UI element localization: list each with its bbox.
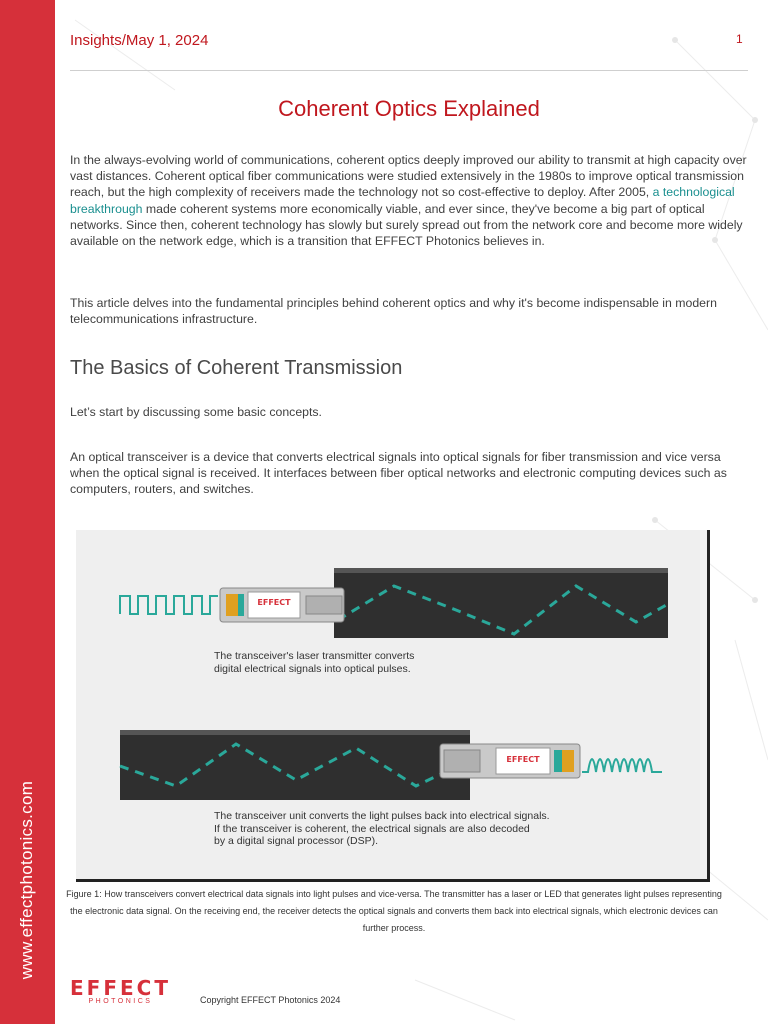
- fiber-cable-bottom: [120, 730, 470, 800]
- analog-signal-wave: [582, 759, 662, 772]
- technological-breakthrough-link[interactable]: a technological breakthrough: [70, 185, 735, 216]
- transmit-line-2: digital electrical signals into optical pulses.: [214, 662, 411, 675]
- intro-text-a: In the always-evolving world of communications, coherent optics deeply improved our ability to transmit at high capacity over vast distances. Coherent optical fiber communications were studied extensively in the 1980s to improve optical transmission reach, but the high complexity of receivers made the technology not so cost-effective to deploy. After 2005,: [70, 153, 747, 200]
- receive-line-1: The transceiver unit converts the light pulses back into electrical signals.: [214, 810, 550, 822]
- receive-explanation: [214, 810, 550, 848]
- page-number: 1: [736, 32, 743, 46]
- module-label-bottom: EFFECT: [506, 755, 540, 764]
- copyright-notice: Copyright EFFECT Photonics 2024: [200, 995, 341, 1005]
- receive-line-3: by a digital signal processor (DSP).: [214, 835, 378, 847]
- logo-sub-text: PHOTONICS: [88, 998, 153, 1005]
- intro-paragraph-2: This article delves into the fundamental principles behind coherent optics and why it's become indispensable in modern telecommunications infrastructure.: [70, 296, 717, 327]
- transceiver-module-top: [220, 588, 344, 622]
- intro-paragraph: [70, 152, 748, 249]
- logo-main-text: EFFECT: [70, 976, 171, 1000]
- article-title: Coherent Optics Explained: [278, 96, 540, 121]
- module-label-top: EFFECT: [257, 598, 291, 607]
- section-heading: The Basics of Coherent Transmission: [70, 357, 403, 379]
- digital-signal-wave: [120, 596, 218, 614]
- header-divider: [70, 70, 748, 71]
- website-url[interactable]: www.effectphotonics.com: [17, 780, 36, 980]
- intro-text-b: made coherent systems more economically viable, and ever since, they've become a big part of optical networks. Since then, coherent technology has slowly but surely spread out from the network core and become more widely available on the network edge, which is a transition that EFFECT Photonics believes in.: [70, 201, 743, 249]
- transceiver-figure: [76, 530, 710, 882]
- transceiver-module-bottom: [440, 744, 580, 778]
- receive-line-2: If the transceiver is coherent, the electrical signals are also decoded: [214, 822, 530, 835]
- section-paragraph-2: An optical transceiver is a device that converts electrical signals into optical signals for fiber transmission and vice versa when the optical signal is received. It interfaces between fiber optical networks and electronic computing devices such as computers, routers, and switches.: [70, 450, 727, 497]
- transmit-line-1: The transceiver's laser transmitter converts: [214, 650, 415, 662]
- brand-sidebar: [0, 0, 55, 1024]
- section-paragraph-1: Let’s start by discussing some basic concepts.: [70, 405, 322, 419]
- effect-photonics-logo: [70, 976, 171, 1005]
- section-date: Insights/May 1, 2024: [70, 32, 209, 49]
- figure-caption: Figure 1: How transceivers convert electrical data signals into light pulses and vice-versa. The transmitter has a laser or LED that generates light pulses representing the electronic data signal. On the receiving end, the receiver detects the optical signals and converts them back into electrical signals, which electronic devices can further process.: [66, 889, 722, 933]
- transmit-explanation: [214, 650, 414, 675]
